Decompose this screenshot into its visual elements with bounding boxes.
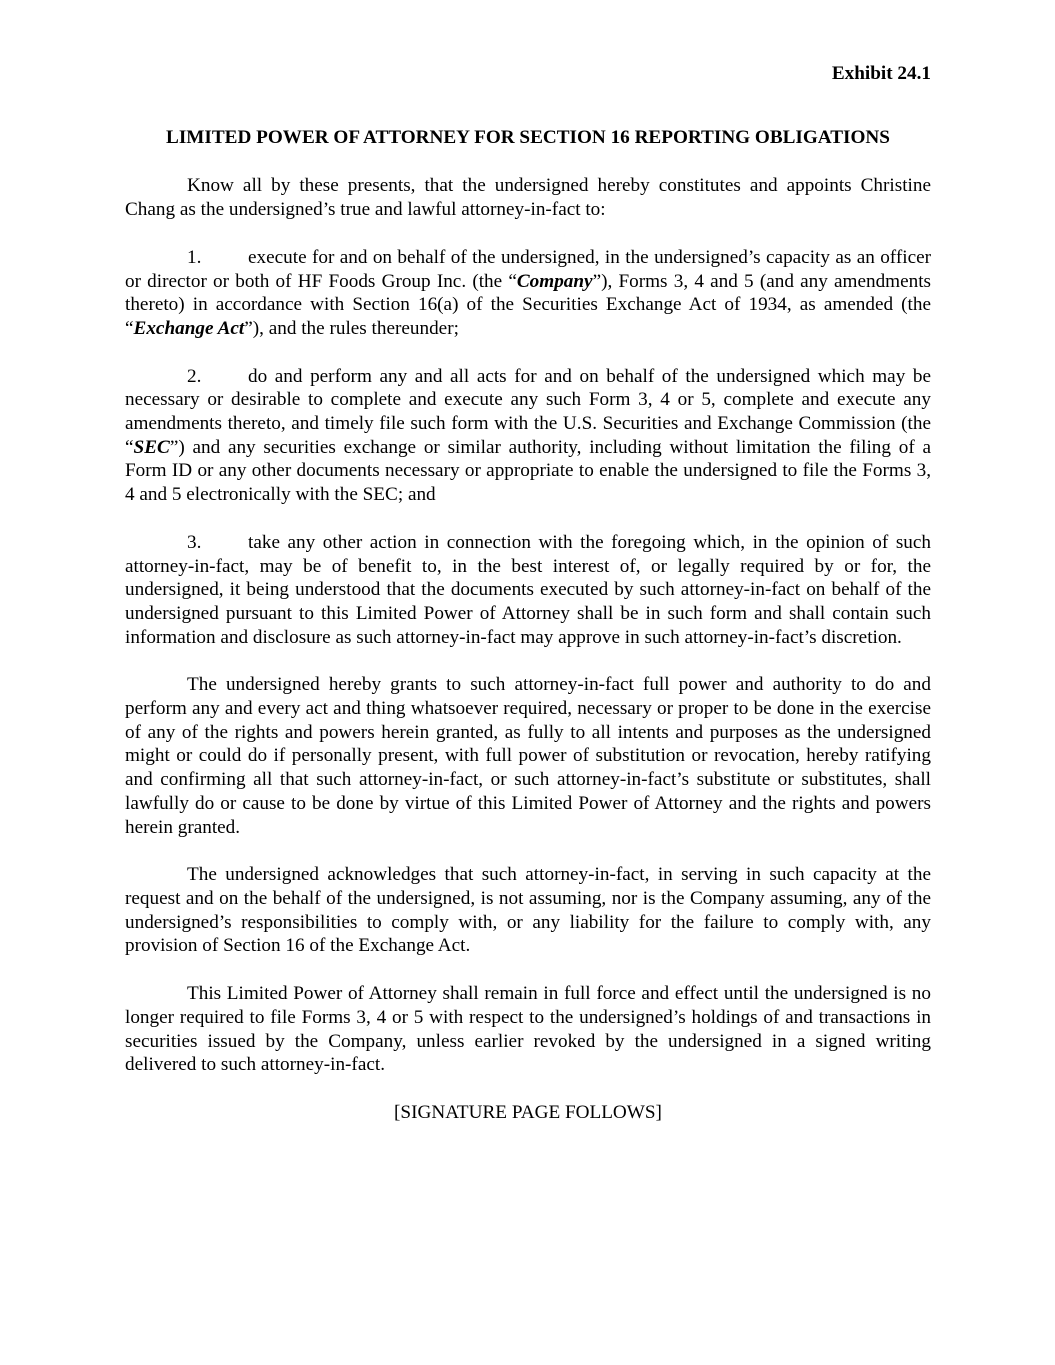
signature-page-note: [SIGNATURE PAGE FOLLOWS] (394, 1101, 662, 1123)
item-number: 1. (187, 246, 202, 268)
document-page (125, 62, 931, 1125)
item-number: 2. (187, 365, 202, 387)
item-number: 3. (187, 531, 202, 553)
list-item-1 (125, 246, 931, 341)
grant-paragraph: The undersigned hereby grants to such attorney-in-fact full power and authority to do and perform any and every act and thing whatsoever required, necessary or proper to be done in the exercise of any of the rights and powers herein granted, as fully to all intents and purposes as the undersigned might or could do if personally present, with full power of substitution or revocation, hereby ratifying and confirming all that such attorney-in-fact, or such attorney-in-fact’s substitute or substitutes, shall lawfully do or cause to be done by virtue of this Limited Power of Attorney and the rights and powers herein granted. (125, 674, 931, 838)
duration-paragraph: This Limited Power of Attorney shall remain in full force and effect until the undersigned is no longer required to file Forms 3, 4 or 5 with respect to the undersigned’s holdings of and transactions in securities issued by the Company, unless earlier revoked by the undersigned in a signed writing delivered to such attorney-in-fact. (125, 983, 931, 1076)
list-item-2 (125, 365, 931, 507)
defined-term-company: Company (516, 270, 593, 292)
item-text: ”), and the rules thereunder; (244, 317, 459, 339)
document-title: LIMITED POWER OF ATTORNEY FOR SECTION 16 REPORTING OBLIGATIONS (166, 126, 890, 148)
list-item-3 (125, 531, 931, 650)
acknowledgment-paragraph: The undersigned acknowledges that such attorney-in-fact, in serving in such capacity at the request and on the behalf of the undersigned, is not assuming, nor is the Company assuming, any of the undersigned’s responsibilities to comply with, or any liability for the failure to comply with, any provision of Section 16 of the Exchange Act. (125, 864, 931, 957)
defined-term-exchange-act: Exchange Act (133, 317, 245, 339)
item-text: ”), Forms 3, 4 and 5 (and any amendments thereto) in accordance with Section 16(a) of the Securities Exchange Act of 1934, as amended (the “ (125, 270, 932, 339)
item-text: execute for and on behalf of the undersigned, in the undersigned’s capacity as an officer or director or both of HF Foods Group Inc. (the “ (125, 246, 931, 292)
intro-paragraph: Know all by these presents, that the undersigned hereby constitutes and appoints Christine Chang as the undersigned’s true and lawful attorney-in-fact to: (125, 175, 931, 221)
exhibit-label: Exhibit 24.1 (831, 63, 931, 84)
item-text: ”) and any securities exchange or similar authority, including without limitation the filing of a Form ID or any other documents necessary or appropriate to enable the undersigned to file the Forms 3, 4 and 5 electronically with the SEC; and (125, 436, 931, 506)
item-text: take any other action in connection with the foregoing which, in the opinion of such attorney-in-fact, may be of benefit to, in the best interest of, or legally required by or for, the undersigned, it being understood that the documents executed by such attorney-in-fact on behalf of the undersigned pursuant to this Limited Power of Attorney shall be in such form and shall contain such information and disclosure as such attorney-in-fact may approve in such attorney-in-fact’s discretion. (125, 531, 931, 648)
defined-term-sec: SEC (133, 436, 170, 458)
item-text: do and perform any and all acts for and on behalf of the undersigned which may be necessary or desirable to complete and execute any such Form 3, 4 or 5, complete and execute any amendments thereto, and timely file such form with the U.S. Securities and Exchange Commission (the “ (125, 365, 931, 458)
